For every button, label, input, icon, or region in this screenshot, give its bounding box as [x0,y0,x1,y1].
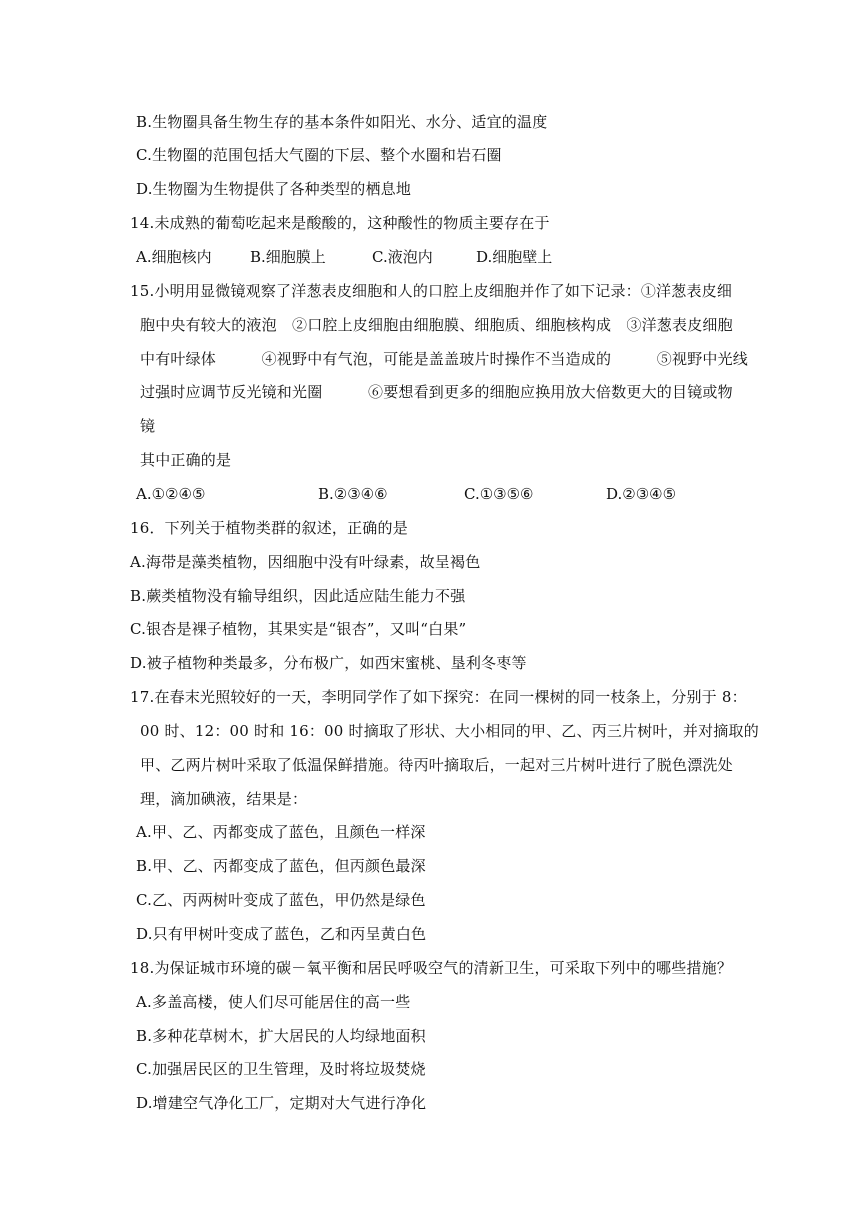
q15-stem-line-4: 过强时应调节反光镜和光圈 ⑥要想看到更多的细胞应换用放大倍数更大的目镜或物 [140,383,733,401]
q17-stem-line-3: 甲、乙两片树叶采取了低温保鲜措施。待丙叶摘取后，一起对三片树叶进行了脱色漂洗处 [140,756,733,774]
q15-options [136,484,736,504]
q15-stem-line-1: 15.小明用显微镜观察了洋葱表皮细胞和人的口腔上皮细胞并作了如下记录：①洋葱表皮细 [130,282,733,300]
q18-stem: 18.为保证城市环境的碳－氧平衡和居民呼吸空气的清新卫生，可采取下列中的哪些措施？ [130,959,733,977]
q14-option-d: D.细胞壁上 [476,248,553,266]
q13-option-d: D.生物圈为生物提供了各种类型的栖息地 [136,180,412,198]
q17-stem-line-4: 理，滴加碘液，结果是： [140,790,308,808]
q18-option-d: D.增建空气净化工厂，定期对大气进行净化 [136,1094,427,1112]
q15-stem-line-3: 中有叶绿体 ④视野中有气泡，可能是盖盖玻片时操作不当造成的 ⑤视野中光线 [140,350,749,368]
q13-option-b: B.生物圈具备生物生存的基本条件如阳光、水分、适宜的温度 [136,113,548,131]
q18-option-b: B.多种花草树木，扩大居民的人均绿地面积 [136,1027,426,1045]
q16-option-b: B.蕨类植物没有输导组织，因此适应陆生能力不强 [130,587,466,605]
q18-option-a: A.多盖高楼，使人们尽可能居住的高一些 [136,993,411,1011]
q14-option-a: A.细胞核内 [136,248,212,266]
q17-option-b: B.甲、乙、丙都变成了蓝色，但丙颜色最深 [136,857,426,875]
q15-option-c: C.①③⑤⑥ [464,485,534,503]
q15-stem-line-2: 胞中央有较大的液泡 ②口腔上皮细胞由细胞膜、细胞质、细胞核构成 ③洋葱表皮细胞 [140,316,733,334]
q17-option-a: A.甲、乙、丙都变成了蓝色，且颜色一样深 [136,823,426,841]
q14-stem: 14.未成熟的葡萄吃起来是酸酸的，这种酸性的物质主要存在于 [130,214,550,232]
q16-stem: 16．下列关于植物类群的叙述，正确的是 [130,519,408,537]
q15-question: 其中正确的是 [140,451,232,469]
q16-option-a: A.海带是藻类植物，因细胞中没有叶绿素，故呈褐色 [130,553,481,571]
q15-option-b: B.②③④⑥ [318,485,388,503]
q17-option-c: C.乙、丙两树叶变成了蓝色，甲仍然是绿色 [136,891,426,909]
q14-option-c: C.液泡内 [372,248,433,266]
q17-stem-line-2: 00 时、12：00 时和 16：00 时摘取了形状、大小相同的甲、乙、丙三片树叶，并对摘取的 [140,722,759,740]
q15-stem-line-5: 镜 [140,417,156,435]
q15-option-a: A.①②④⑤ [136,485,206,503]
q17-option-d: D.只有甲树叶变成了蓝色，乙和丙呈黄白色 [136,925,427,943]
q15-option-d: D.②③④⑤ [606,485,677,503]
q16-option-d: D.被子植物种类最多，分布极广，如西宋蜜桃、垦利冬枣等 [130,654,527,672]
q18-option-c: C.加强居民区的卫生管理，及时将垃圾焚烧 [136,1060,426,1078]
q14-options [136,247,736,267]
q13-option-c: C.生物圈的范围包括大气圈的下层、整个水圈和岩石圈 [136,146,502,164]
q17-stem-line-1: 17.在春末光照较好的一天，李明同学作了如下探究：在同一棵树的同一枝条上，分别于 8： [130,688,747,706]
q14-option-b: B.细胞膜上 [250,248,326,266]
q16-option-c: C.银杏是裸子植物，其果实是“银杏”，又叫“白果” [130,620,467,638]
